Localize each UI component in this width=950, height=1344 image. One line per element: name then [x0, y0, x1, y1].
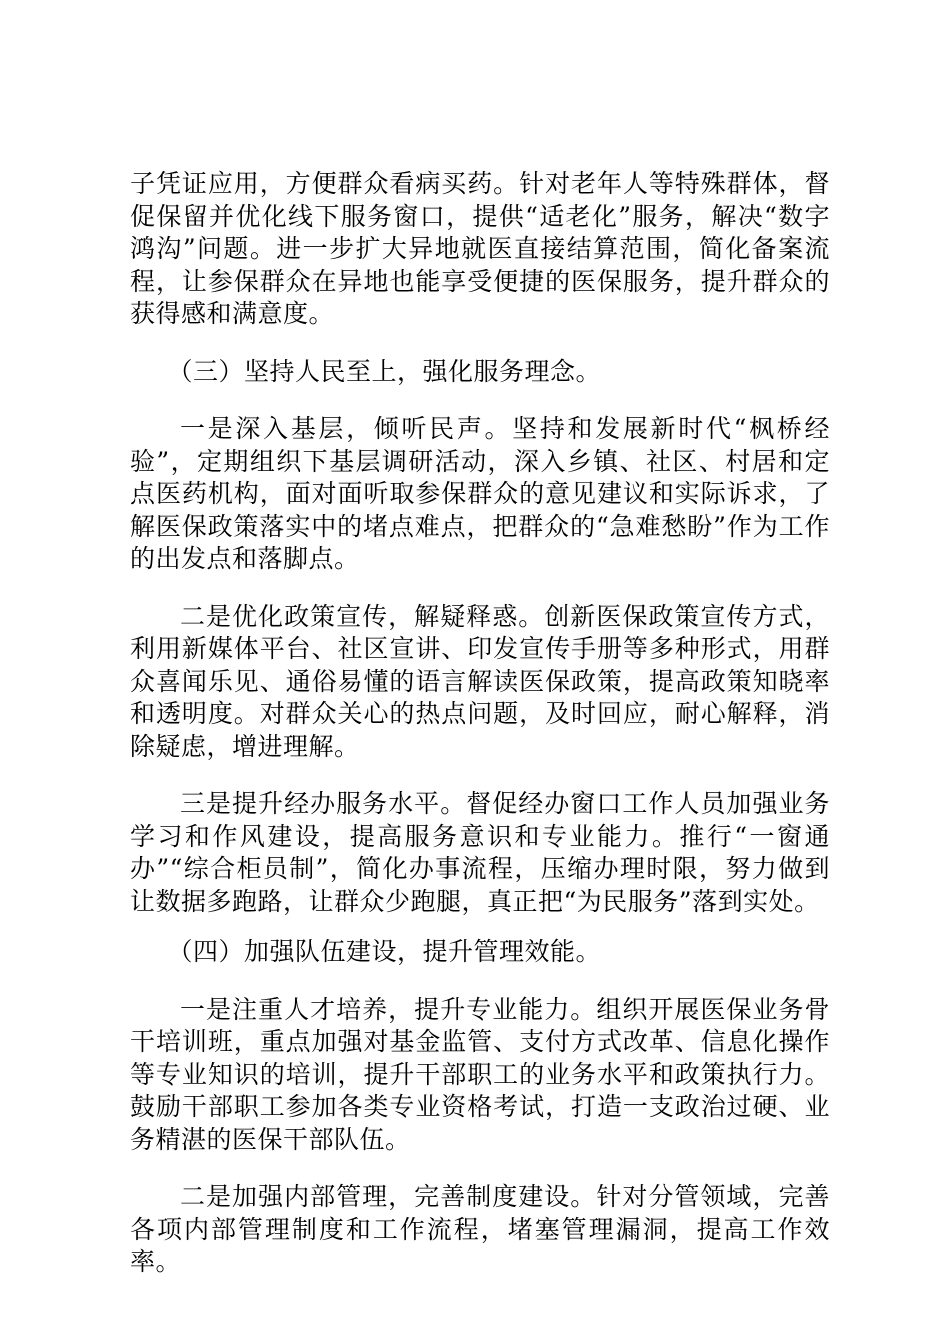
section-heading-4: （四）加强队伍建设，提升管理效能。 — [167, 937, 602, 966]
paragraph: 二是优化政策宣传，解疑释惑。创新医保政策宣传方式，利用新媒体平台、社区宣讲、印发宣传手册等多种形式，用群众喜闻乐见、通俗易懂的语言解读医保政策，提高政策知晓率和透明度。对群众关心的热点问题，及时回应，耐心解释，消除疑虑，增进理解。 — [130, 601, 830, 761]
paragraph: 一是深入基层，倾听民声。坚持和发展新时代“枫桥经验”，定期组织下基层调研活动，深入乡镇、社区、村居和定点医药机构，面对面听取参保群众的意见建议和实际诉求，了解医保政策落实中的堵点难点，把群众的“急难愁盼”作为工作的出发点和落脚点。 — [130, 414, 830, 573]
paragraph: 二是加强内部管理，完善制度建设。针对分管领域，完善各项内部管理制度和工作流程，堵塞管理漏洞，提高工作效率。 — [130, 1182, 830, 1276]
paragraph-continuation: 子凭证应用，方便群众看病买药。针对老年人等特殊群体，督促保留并优化线下服务窗口，提供“适老化”服务，解决“数字鸿沟”问题。进一步扩大异地就医直接结算范围，简化备案流程，让参保群众在异地也能享受便捷的医保服务，提升群众的获得感和满意度。 — [130, 169, 830, 328]
document-body — [130, 168, 830, 1304]
paragraph: 一是注重人才培养，提升专业能力。组织开展医保业务骨干培训班，重点加强对基金监管、支付方式改革、信息化操作等专业知识的培训，提升干部职工的业务水平和政策执行力。鼓励干部职工参加各类专业资格考试，打造一支政治过硬、业务精湛的医保干部队伍。 — [130, 994, 830, 1154]
section-heading-3: （三）坚持人民至上，强化服务理念。 — [167, 356, 602, 386]
paragraph: 三是提升经办服务水平。督促经办窗口工作人员加强业务学习和作风建设，提高服务意识和专业能力。推行“一窗通办”“综合柜员制”，简化办事流程，压缩办理时限，努力做到让数据多跑路，让群众少跑腿，真正把“为民服务”落到实处。 — [130, 789, 830, 916]
